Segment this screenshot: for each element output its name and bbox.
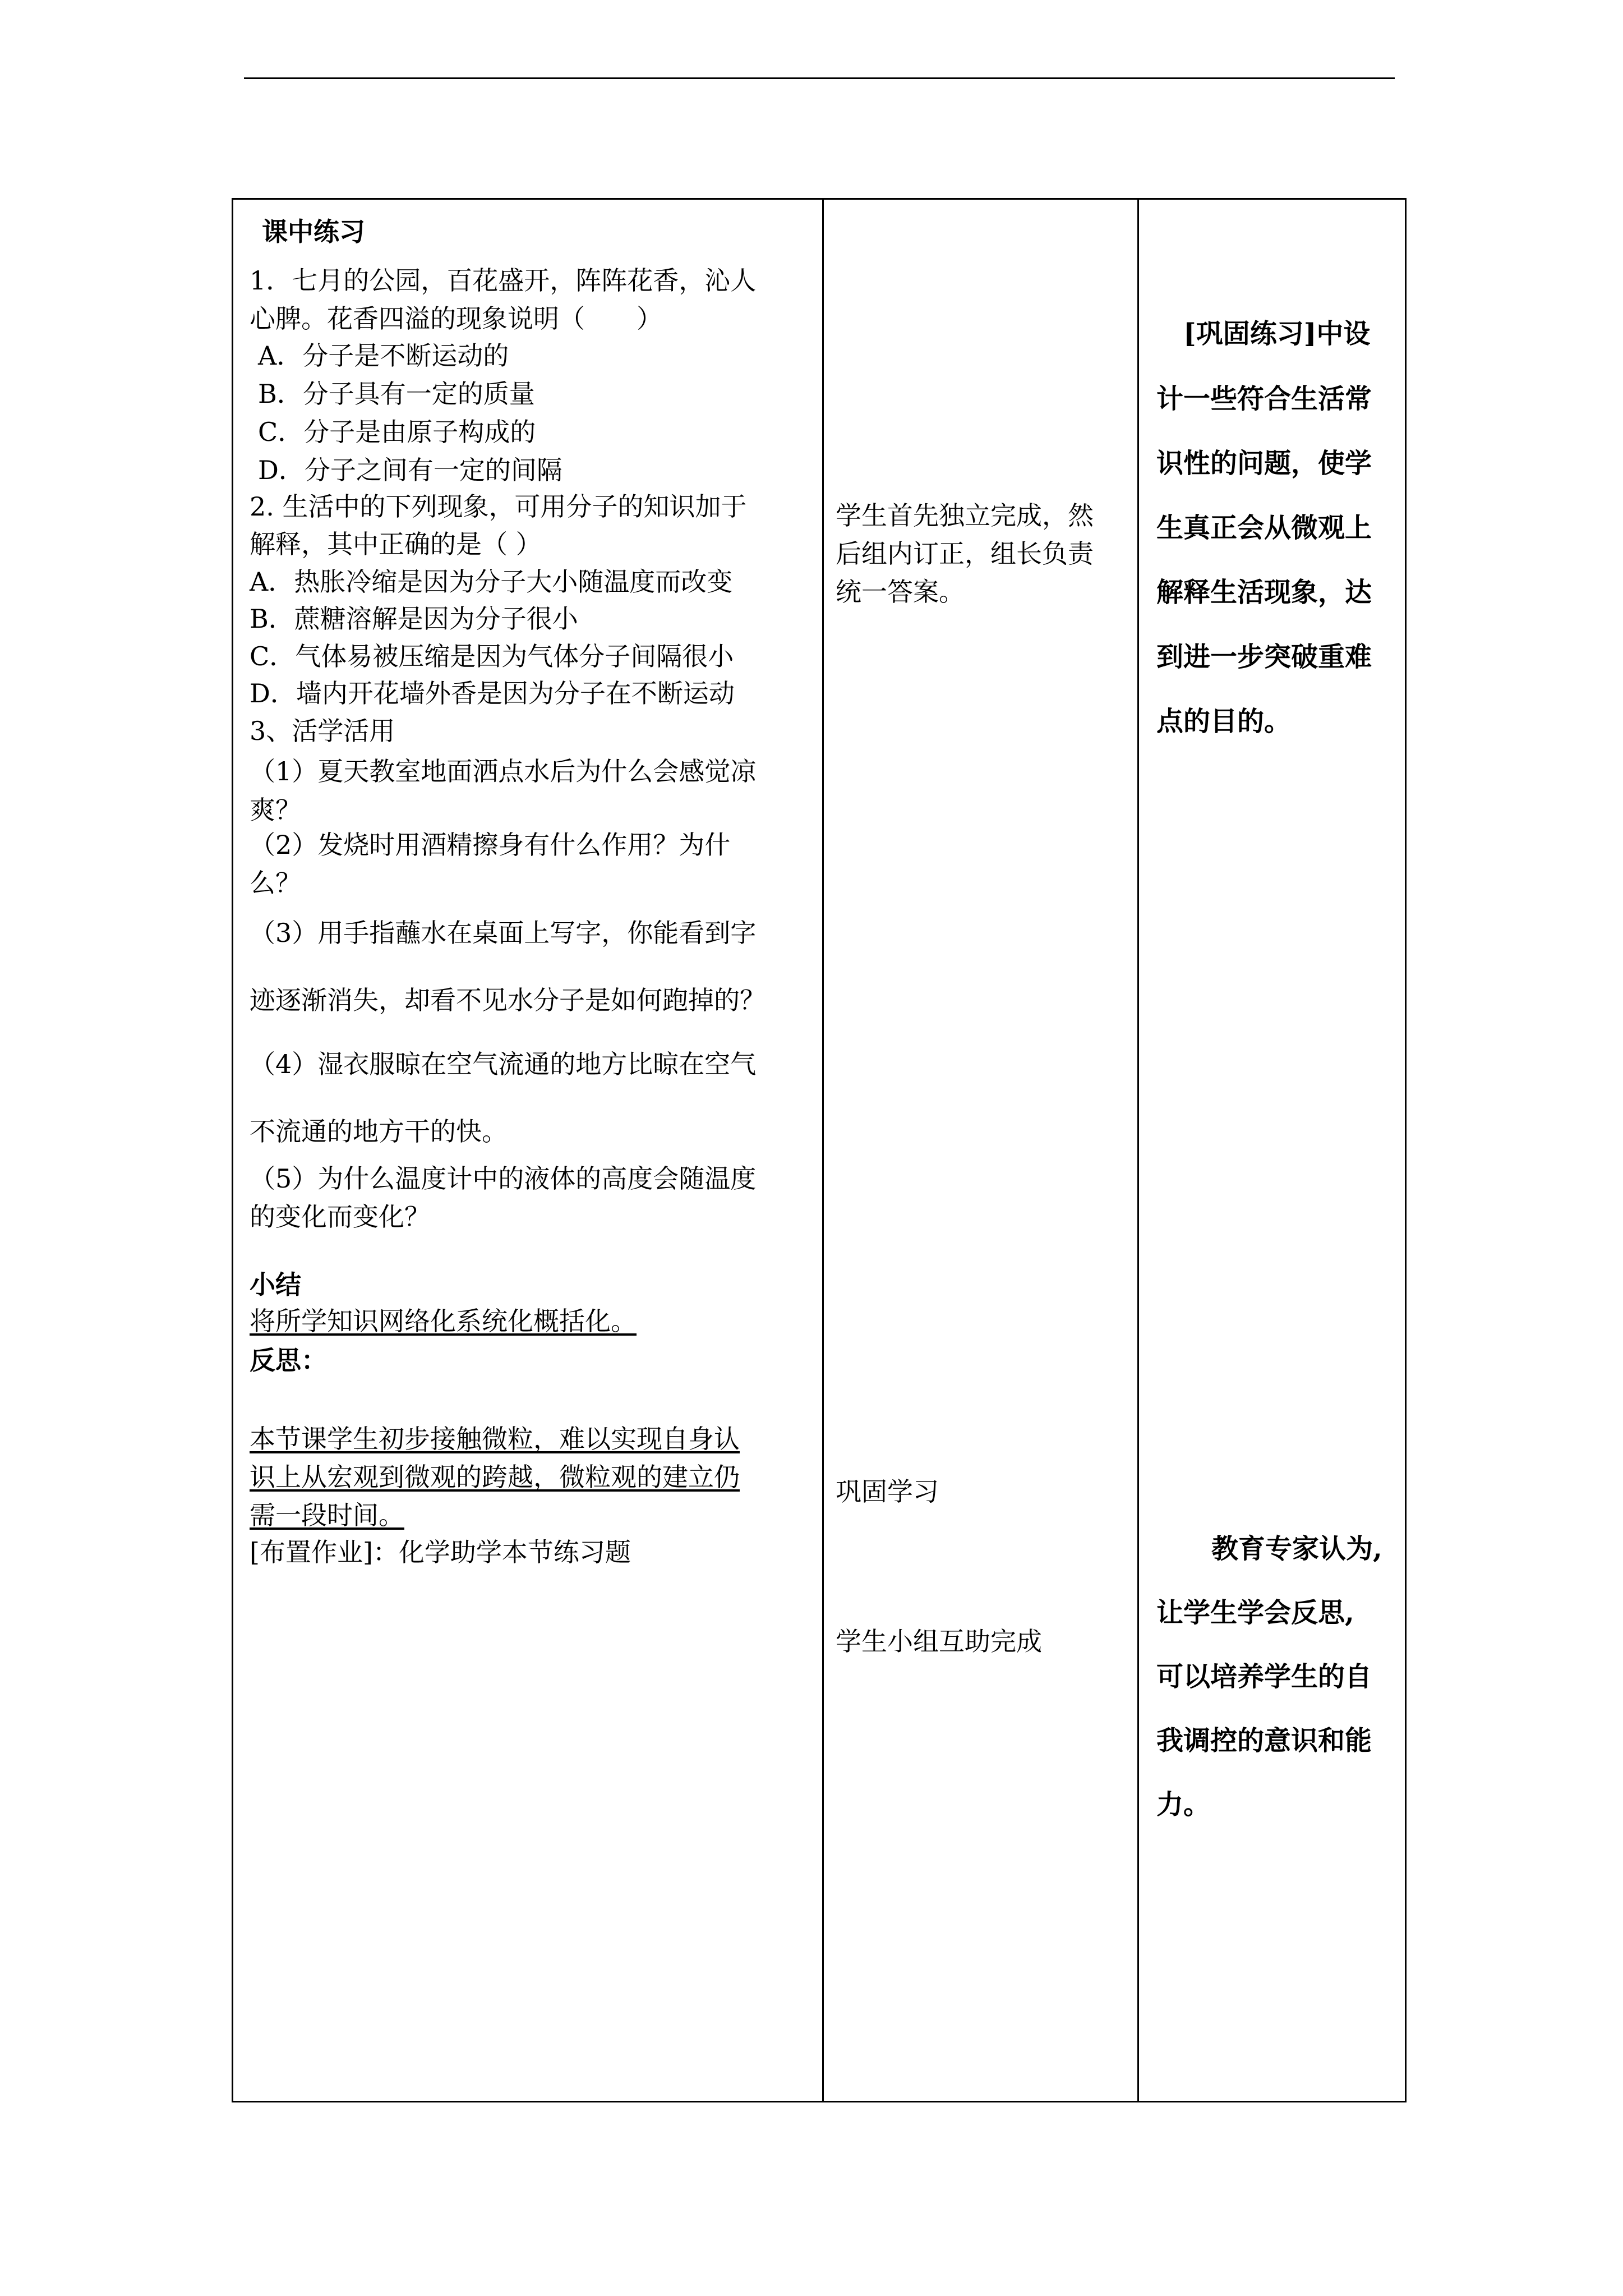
reflection-line3: 需一段时间。 [250,1500,404,1530]
intent-p1-line5: 解释生活现象，达 [1156,577,1372,608]
intent-p1-line1: [巩固练习]中设 [1183,318,1371,349]
intent-p1-line4: 生真正会从微观上 [1156,512,1372,544]
intent-p2-line3: 可以培养学生的自 [1156,1661,1372,1692]
q2-option-a: A．热胀冷缩是因为分子大小随温度而改变 [250,567,733,597]
intent-p2-line2: 让学生学会反思, [1156,1597,1354,1628]
intent-p2-line4: 我调控的意识和能 [1156,1725,1372,1756]
reflection-heading: 反思： [250,1345,327,1375]
q3-2-line2: 么？ [250,868,301,898]
q1-option-b: B．分子具有一定的质量 [258,379,535,409]
q1-option-a: A．分子是不断运动的 [258,341,509,371]
q3-4-line1: （4）湿衣服晾在空气流通的地方比晾在空气 [250,1049,757,1079]
activity-line3: 统一答案。 [836,577,965,607]
activity-line2: 后组内订正，组长负责 [836,539,1094,569]
q3-5-line2: 的变化而变化？ [250,1202,430,1232]
q2-line2: 解释，其中正确的是（ ） [250,529,542,559]
q3-4-line2: 不流通的地方干的快。 [250,1116,508,1147]
q1-option-d: D．分子之间有一定的间隔 [258,455,562,485]
intent-p2-line5: 力。 [1156,1789,1211,1820]
summary-text: 将所学知识网络化系统化概括化。 [250,1306,637,1336]
q2-option-b: B．蔗糖溶解是因为分子很小 [250,604,578,634]
reflection-line2: 识上从宏观到微观的跨越，微粒观的建立仍 [250,1462,740,1492]
column-divider-2 [1137,200,1139,2101]
column-divider-1 [822,200,824,2101]
q2-line1: 2. 生活中的下列现象，可用分子的知识加于 [250,491,747,522]
q3-1-line1: （1）夏天教室地面洒点水后为什么会感觉凉 [250,756,757,786]
intent-p1-line7: 点的目的。 [1156,706,1292,737]
intent-p1-line2: 计一些符合生活常 [1156,383,1372,415]
q3-5-line1: （5）为什么温度计中的液体的高度会随温度 [250,1163,757,1194]
q2-option-d: D．墙内开花墙外香是因为分子在不断运动 [250,678,735,708]
q1-line2: 心脾。花香四溢的现象说明（ ） [250,303,662,334]
homework: [布置作业]：化学助学本节练习题 [250,1537,631,1567]
group-label: 学生小组互助完成 [836,1626,1042,1657]
q1-line1: 1．七月的公园，百花盛开，阵阵花香，沁人 [250,265,757,296]
reflection-line1: 本节课学生初步接触微粒，难以实现自身认 [250,1424,740,1454]
exercise-heading: 课中练习 [262,217,365,247]
activity-line1: 学生首先独立完成，然 [836,500,1094,531]
intent-p1-line6: 到进一步突破重难 [1156,641,1372,673]
intent-p1-line3: 识性的问题，使学 [1156,448,1372,479]
q3-3-line2: 迹逐渐消失，却看不见水分子是如何跑掉的？ [250,985,766,1015]
q3-title: 3、活学活用 [250,716,395,746]
summary-heading: 小结 [250,1269,301,1300]
q2-option-c: C．气体易被压缩是因为气体分子间隔很小 [250,641,734,671]
q1-option-c: C．分子是由原子构成的 [258,417,536,447]
q3-1-line2: 爽？ [250,795,301,825]
consolidate-label: 巩固学习 [836,1476,939,1507]
header-rule [244,77,1395,79]
q3-2-line1: （2）发烧时用酒精擦身有什么作用？为什 [250,830,731,860]
q3-3-line1: （3）用手指蘸水在桌面上写字，你能看到字 [250,918,757,948]
intent-p2-line1: 教育专家认为, [1211,1533,1382,1565]
